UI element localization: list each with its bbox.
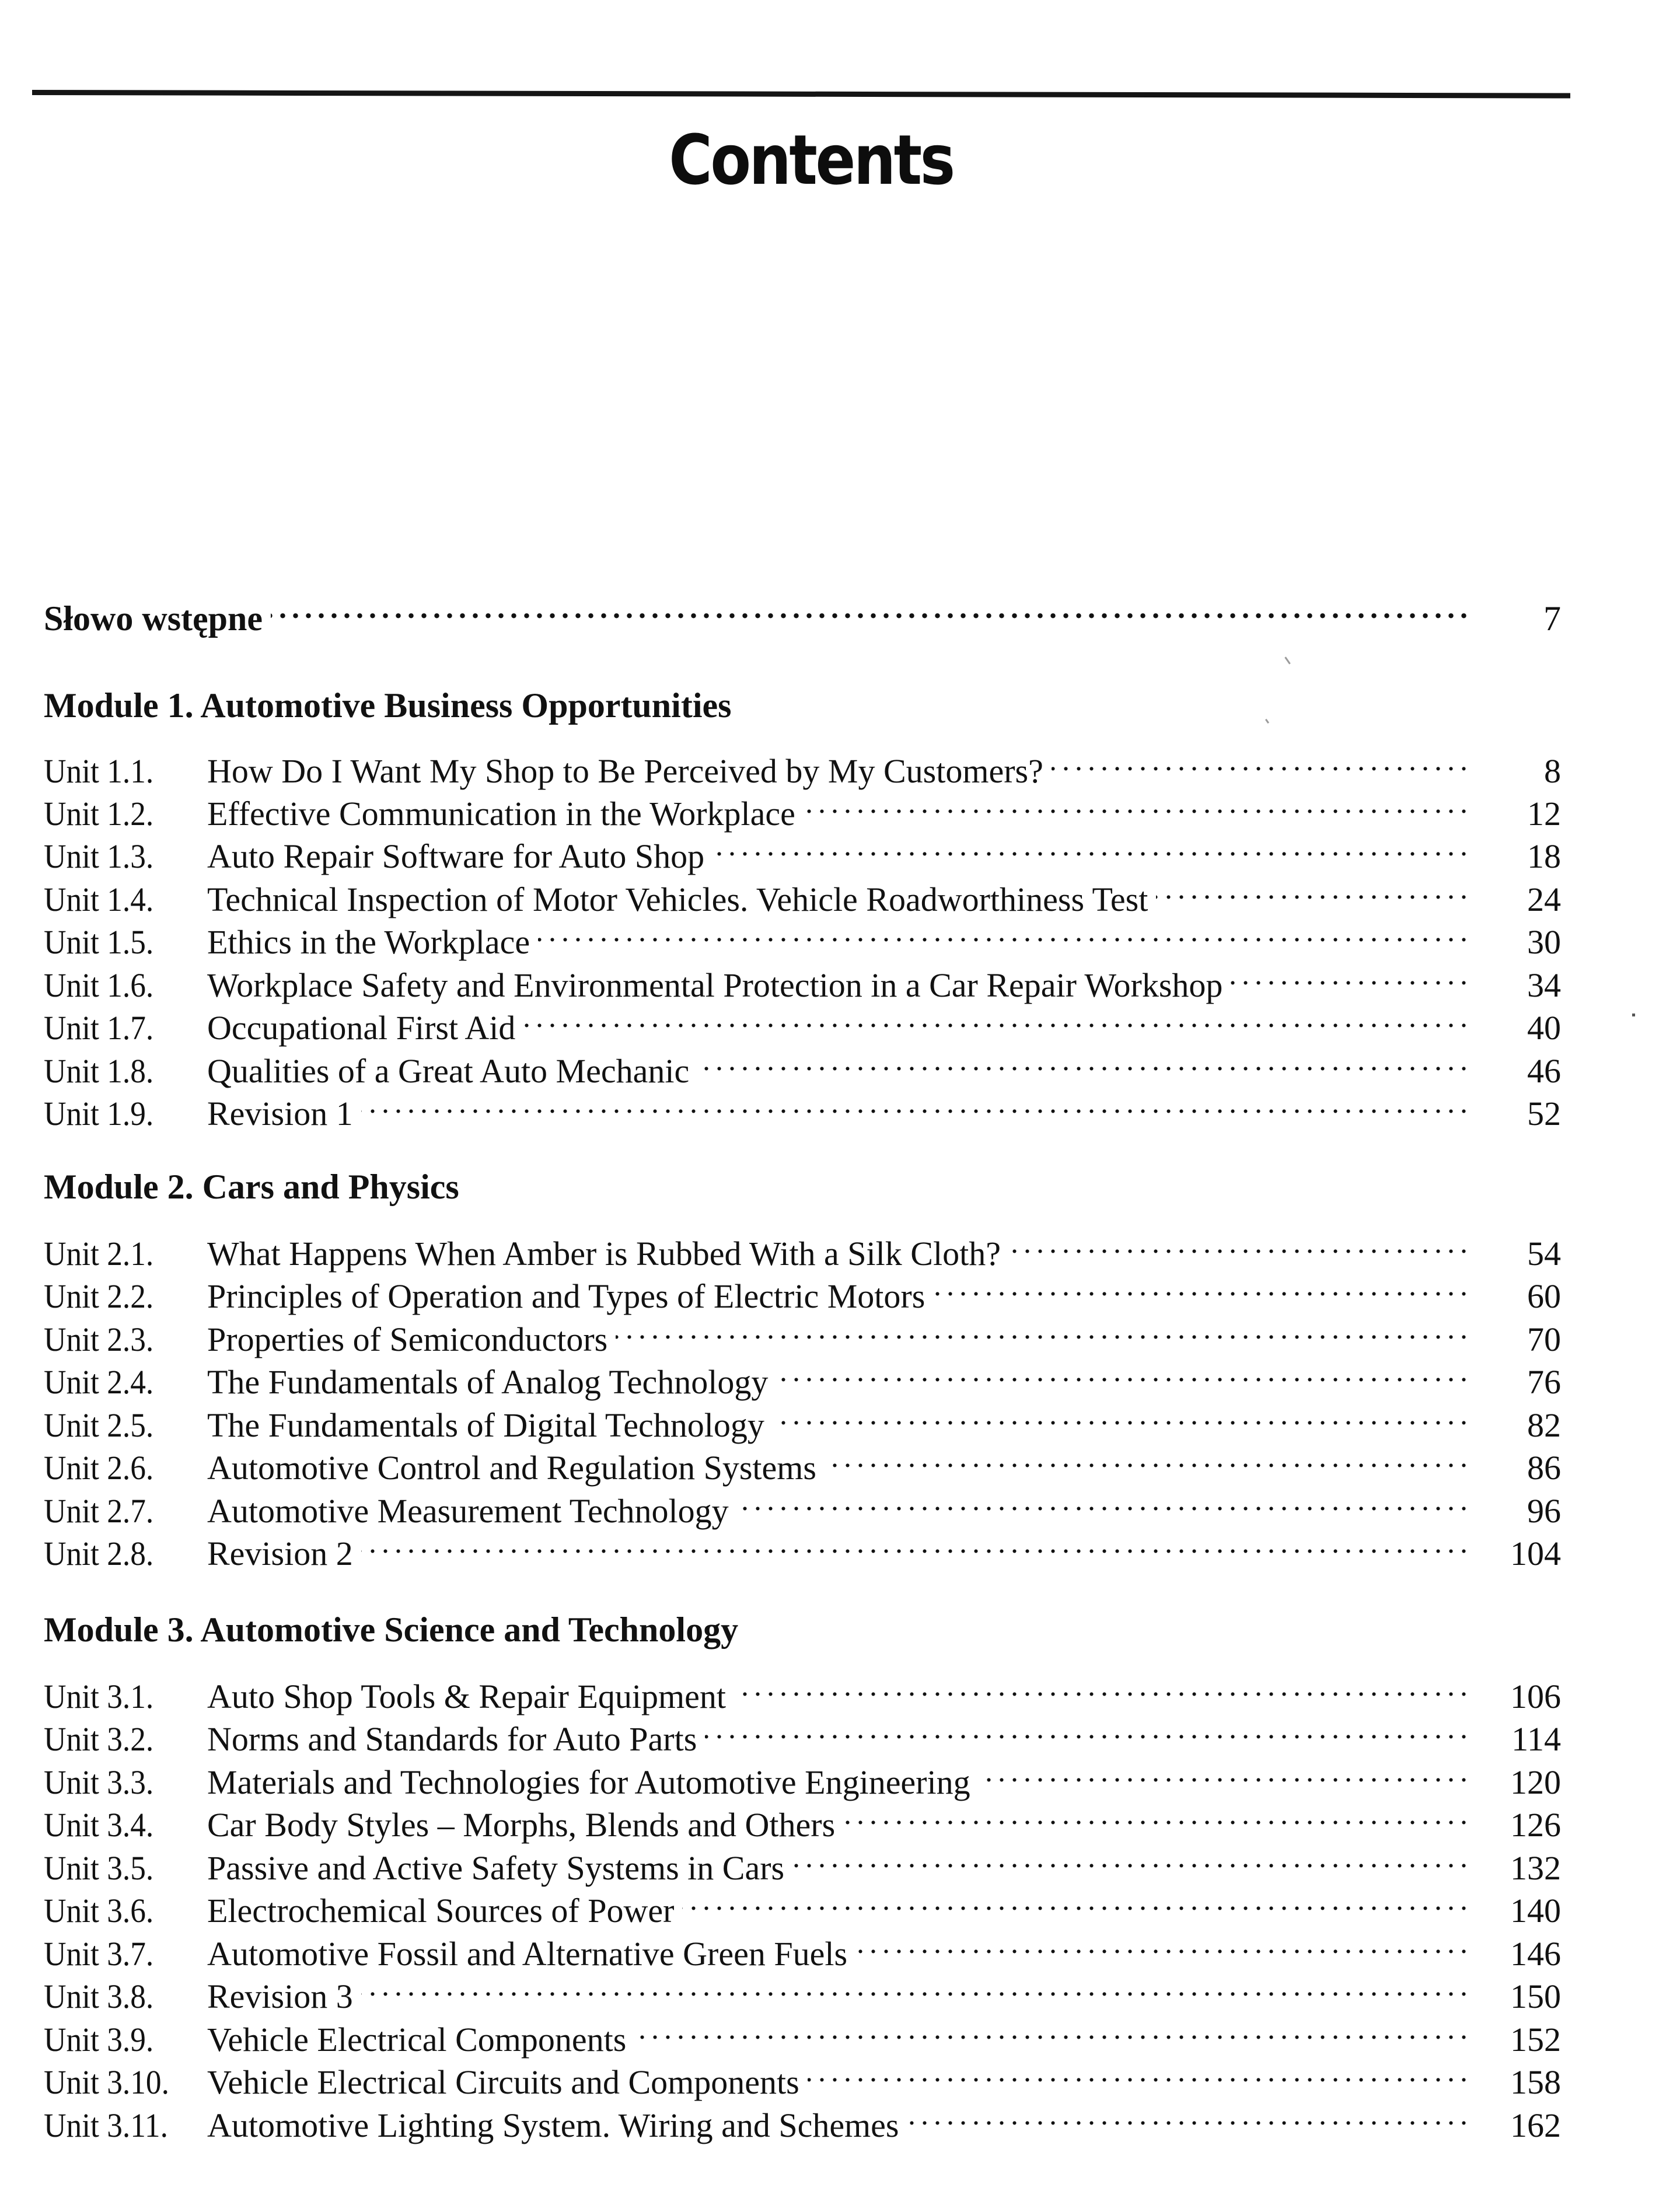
- unit-number: Unit 1.5.: [44, 923, 154, 961]
- unit-number: Unit 3.8.: [44, 1977, 154, 2015]
- dot-leader: [979, 1750, 1466, 1794]
- unit-page: 60: [1527, 1277, 1561, 1315]
- unit-page: 140: [1510, 1892, 1561, 1930]
- unit-number: Unit 3.5.: [44, 1849, 154, 1887]
- unit-number: Unit 1.1.: [44, 752, 154, 790]
- toc-entry[interactable]: [44, 739, 1561, 790]
- dot-leader: [682, 1879, 1466, 1922]
- unit-number: Unit 3.9.: [44, 2021, 154, 2059]
- unit-title: Automotive Control and Regulation Systems: [207, 1446, 825, 1490]
- unit-page: 76: [1527, 1363, 1561, 1401]
- dot-leader: [808, 2050, 1466, 2094]
- unit-page: 82: [1527, 1406, 1561, 1444]
- unit-page: 120: [1510, 1763, 1561, 1801]
- unit-number: Unit 1.8.: [44, 1052, 154, 1090]
- entry-page: 7: [1543, 599, 1561, 638]
- dot-leader: [734, 1665, 1466, 1708]
- dot-leader: [737, 1479, 1466, 1522]
- unit-title: Automotive Fossil and Alternative Green Fuels: [207, 1933, 855, 1976]
- unit-title: Passive and Active Safety Systems in Cars: [207, 1847, 792, 1890]
- unit-number: Unit 2.8.: [44, 1535, 154, 1572]
- unit-page: 126: [1510, 1806, 1561, 1844]
- unit-number: Unit 2.4.: [44, 1363, 154, 1401]
- unit-title: Automotive Lighting System. Wiring and Schemes: [207, 2104, 907, 2147]
- unit-page: 30: [1527, 923, 1561, 961]
- scan-speck: [1265, 719, 1269, 724]
- unit-title: Vehicle Electrical Circuits and Components: [207, 2061, 808, 2104]
- toc-entry[interactable]: [44, 1222, 1561, 1273]
- dot-leader: [1156, 868, 1466, 911]
- unit-title: Occupational First Aid: [207, 1007, 523, 1050]
- unit-number: Unit 3.4.: [44, 1806, 154, 1844]
- unit-page: 86: [1527, 1449, 1561, 1487]
- scan-speck: [1284, 656, 1290, 664]
- unit-title: How Do I Want My Shop to Be Perceived by My Customers?: [207, 750, 1052, 793]
- unit-page: 12: [1527, 795, 1561, 833]
- page-title: Contents: [669, 120, 954, 200]
- unit-number: Unit 3.1.: [44, 1678, 154, 1715]
- dot-leader: [933, 1264, 1466, 1308]
- unit-title: Workplace Safety and Environmental Protection in a Car Repair Workshop: [207, 964, 1231, 1007]
- scan-speck: [1632, 1014, 1635, 1016]
- unit-title: What Happens When Amber is Rubbed With a Silk Cloth?: [207, 1232, 1009, 1276]
- unit-page: 152: [1510, 2021, 1561, 2059]
- top-rule: [32, 90, 1570, 99]
- module-heading: Module 2. Cars and Physics: [44, 1168, 459, 1206]
- unit-number: Unit 3.2.: [44, 1720, 154, 1758]
- unit-title: Revision 2: [207, 1532, 361, 1575]
- unit-title: The Fundamentals of Digital Technology: [207, 1404, 773, 1447]
- unit-page: 8: [1544, 752, 1561, 790]
- module-heading: Module 1. Automotive Business Opportunities: [44, 686, 732, 725]
- unit-number: Unit 3.6.: [44, 1892, 154, 1930]
- unit-page: 106: [1510, 1678, 1561, 1715]
- unit-title: Automotive Measurement Technology: [207, 1490, 737, 1533]
- dot-leader: [1052, 739, 1466, 782]
- dot-leader: [705, 1707, 1466, 1750]
- unit-page: 54: [1527, 1235, 1561, 1273]
- unit-page: 150: [1510, 1977, 1561, 2015]
- unit-title: Revision 1: [207, 1092, 361, 1135]
- dot-leader: [776, 1350, 1466, 1393]
- unit-title: Ethics in the Workplace: [207, 921, 538, 964]
- unit-title: Auto Repair Software for Auto Shop: [207, 835, 713, 878]
- dot-leader: [271, 587, 1466, 630]
- dot-leader: [855, 1922, 1466, 1965]
- unit-title: Effective Communication in the Workplace: [207, 792, 804, 836]
- unit-title: Revision 3: [207, 1975, 361, 2018]
- unit-page: 146: [1510, 1935, 1561, 1973]
- toc-entry[interactable]: [44, 1665, 1561, 1715]
- unit-title: Materials and Technologies for Automotive Engineering: [207, 1761, 979, 1804]
- entry-title: Słowo wstępne: [44, 597, 271, 640]
- unit-page: 18: [1527, 837, 1561, 875]
- unit-page: 162: [1510, 2106, 1561, 2144]
- dot-leader: [792, 1836, 1466, 1879]
- unit-page: 46: [1527, 1052, 1561, 1090]
- unit-number: Unit 3.10.: [44, 2063, 169, 2101]
- unit-number: Unit 3.7.: [44, 1935, 154, 1973]
- unit-title: The Fundamentals of Analog Technology: [207, 1361, 776, 1404]
- unit-page: 70: [1527, 1320, 1561, 1358]
- unit-number: Unit 2.6.: [44, 1449, 154, 1487]
- unit-page: 40: [1527, 1009, 1561, 1047]
- unit-number: Unit 2.1.: [44, 1235, 154, 1273]
- unit-number: Unit 1.2.: [44, 795, 154, 833]
- unit-title: Car Body Styles – Morphs, Blends and Others: [207, 1804, 843, 1847]
- unit-number: Unit 2.3.: [44, 1320, 154, 1358]
- dot-leader: [907, 2094, 1467, 2137]
- unit-page: 104: [1510, 1535, 1561, 1572]
- dot-leader: [1009, 1222, 1466, 1265]
- unit-number: Unit 1.4.: [44, 880, 154, 918]
- dot-leader: [825, 1436, 1466, 1479]
- unit-title: Norms and Standards for Auto Parts: [207, 1718, 705, 1761]
- dot-leader: [713, 824, 1466, 868]
- dot-leader: [634, 2008, 1466, 2051]
- unit-page: 52: [1527, 1095, 1561, 1133]
- unit-title: Properties of Semiconductors: [207, 1318, 616, 1361]
- unit-number: Unit 1.3.: [44, 837, 154, 875]
- unit-number: Unit 1.9.: [44, 1095, 154, 1133]
- unit-page: 114: [1511, 1720, 1561, 1758]
- unit-title: Technical Inspection of Motor Vehicles. Vehicle Roadworthiness Test: [207, 878, 1156, 921]
- unit-title: Principles of Operation and Types of Electric Motors: [207, 1275, 933, 1318]
- dot-leader: [697, 1039, 1466, 1082]
- unit-page: 96: [1527, 1492, 1561, 1530]
- unit-number: Unit 3.11.: [44, 2106, 168, 2144]
- unit-page: 24: [1527, 880, 1561, 918]
- unit-title: Auto Shop Tools & Repair Equipment: [207, 1675, 734, 1718]
- unit-number: Unit 3.3.: [44, 1763, 154, 1801]
- dot-leader: [773, 1393, 1466, 1437]
- unit-page: 34: [1527, 966, 1561, 1004]
- toc-entry-preface[interactable]: [44, 587, 1561, 638]
- unit-title: Vehicle Electrical Components: [207, 2018, 634, 2061]
- unit-number: Unit 1.7.: [44, 1009, 154, 1047]
- unit-number: Unit 2.5.: [44, 1406, 154, 1444]
- unit-number: Unit 2.7.: [44, 1492, 154, 1530]
- unit-number: Unit 2.2.: [44, 1277, 154, 1315]
- module-heading: Module 3. Automotive Science and Technology: [44, 1610, 739, 1649]
- unit-page: 158: [1510, 2063, 1561, 2101]
- dot-leader: [1231, 953, 1466, 997]
- unit-title: Electrochemical Sources of Power: [207, 1889, 682, 1933]
- unit-title: Qualities of a Great Auto Mechanic: [207, 1050, 697, 1093]
- unit-number: Unit 1.6.: [44, 966, 154, 1004]
- unit-page: 132: [1510, 1849, 1561, 1887]
